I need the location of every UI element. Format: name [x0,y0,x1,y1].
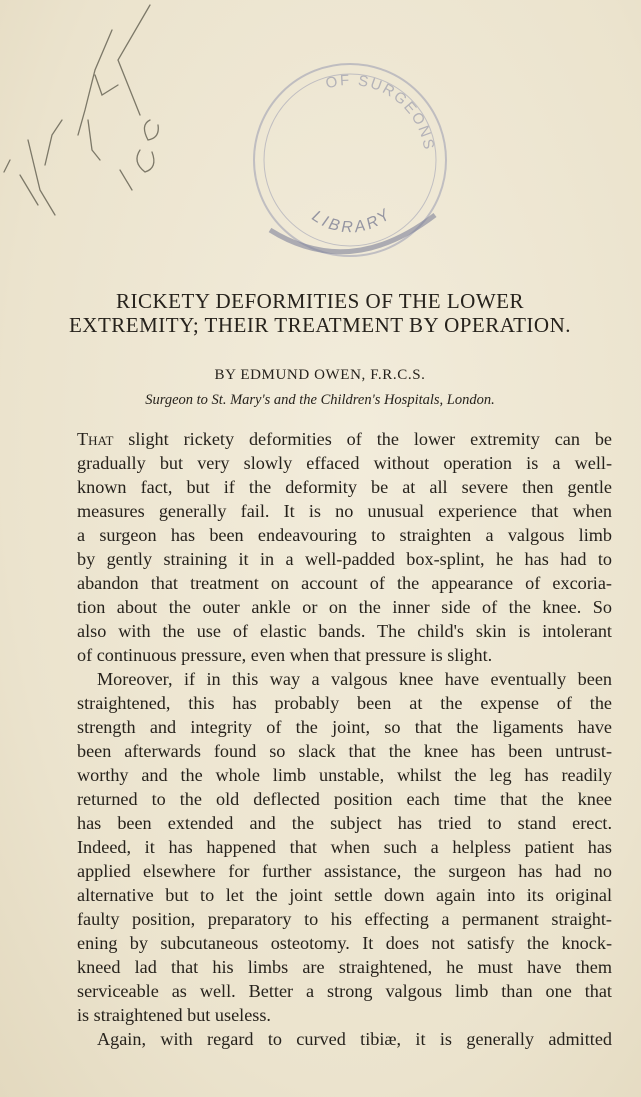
text-line: by gently straining it in a well-padded box-splint, he has had to [77,549,612,569]
text-line: is straightened but useless. [77,1005,271,1025]
svg-text:OF SURGEONS [324,72,438,153]
text-line: Indeed, it has happened that when such a helpless patient has [77,837,612,857]
article-title-line-2: EXTREMITY; THEIR TREATMENT BY OPERATION. [68,313,572,337]
text-line: also with the use of elastic bands. The child's skin is intolerant [77,621,612,641]
text-line: gradually but very slowly effaced without operation is a well- [77,453,612,473]
text-line: ening by subcutaneous osteotomy. It does not satisfy the knock- [77,933,612,953]
text-line: returned to the old deflected position each time that the knee [77,789,612,809]
library-stamp-graphic [230,40,470,280]
article-title-line-1: RICKETY DEFORMITIES OF THE LOWER [116,289,524,313]
stamp-text-bottom: LIBRARY [308,205,396,237]
text-line: worthy and the whole limb unstable, whilst the leg has readily [77,765,612,785]
author-affiliation: Surgeon to St. Mary's and the Children's Hospitals, London. [145,392,495,408]
text-line: known fact, but if the deformity be at all severe then gentle [77,477,612,497]
text-line: has been extended and the subject has tried to stand erect. [77,813,612,833]
svg-text:LIBRARY [309,205,395,236]
text-line: That slight rickety deformities of the lower extremity can be [77,429,612,449]
text-line: abandon that treatment on account of the appearance of excoria- [77,573,612,593]
text-line: serviceable as well. Better a strong valgous limb than one that [77,981,612,1001]
text-line: Again, with regard to curved tibiæ, it is generally admitted [97,1029,612,1049]
text-line: measures generally fail. It is no unusual experience that when [77,501,612,521]
text-line: straightened, this has probably been at the expense of the [77,693,612,713]
text-line: tion about the outer ankle or on the inner side of the knee. So [77,597,612,617]
text-line: of continuous pressure, even when that pressure is slight. [77,645,493,665]
text-line: Moreover, if in this way a valgous knee have eventually been [97,669,612,689]
pencil-marks-graphic [0,0,200,220]
text-line: strength and integrity of the joint, so that the ligaments have [77,717,612,737]
text-line: kneed lad that his limbs are straightened, he must have them [77,957,612,977]
stamp-text-top: OF SURGEONS [323,71,438,153]
text-line: applied elsewhere for further assistance, the surgeon has had no [77,861,612,881]
text-line: been afterwards found so slack that the knee has been untrust- [77,741,612,761]
author-byline: BY EDMUND OWEN, F.R.C.S. [214,367,426,383]
opening-word: That [77,429,114,449]
text-line: alternative but to let the joint settle down again into its original [77,885,612,905]
text-line: a surgeon has been endeavouring to straighten a valgous limb [77,525,612,545]
text-line: faulty position, preparatory to his effecting a permanent straight- [77,909,612,929]
